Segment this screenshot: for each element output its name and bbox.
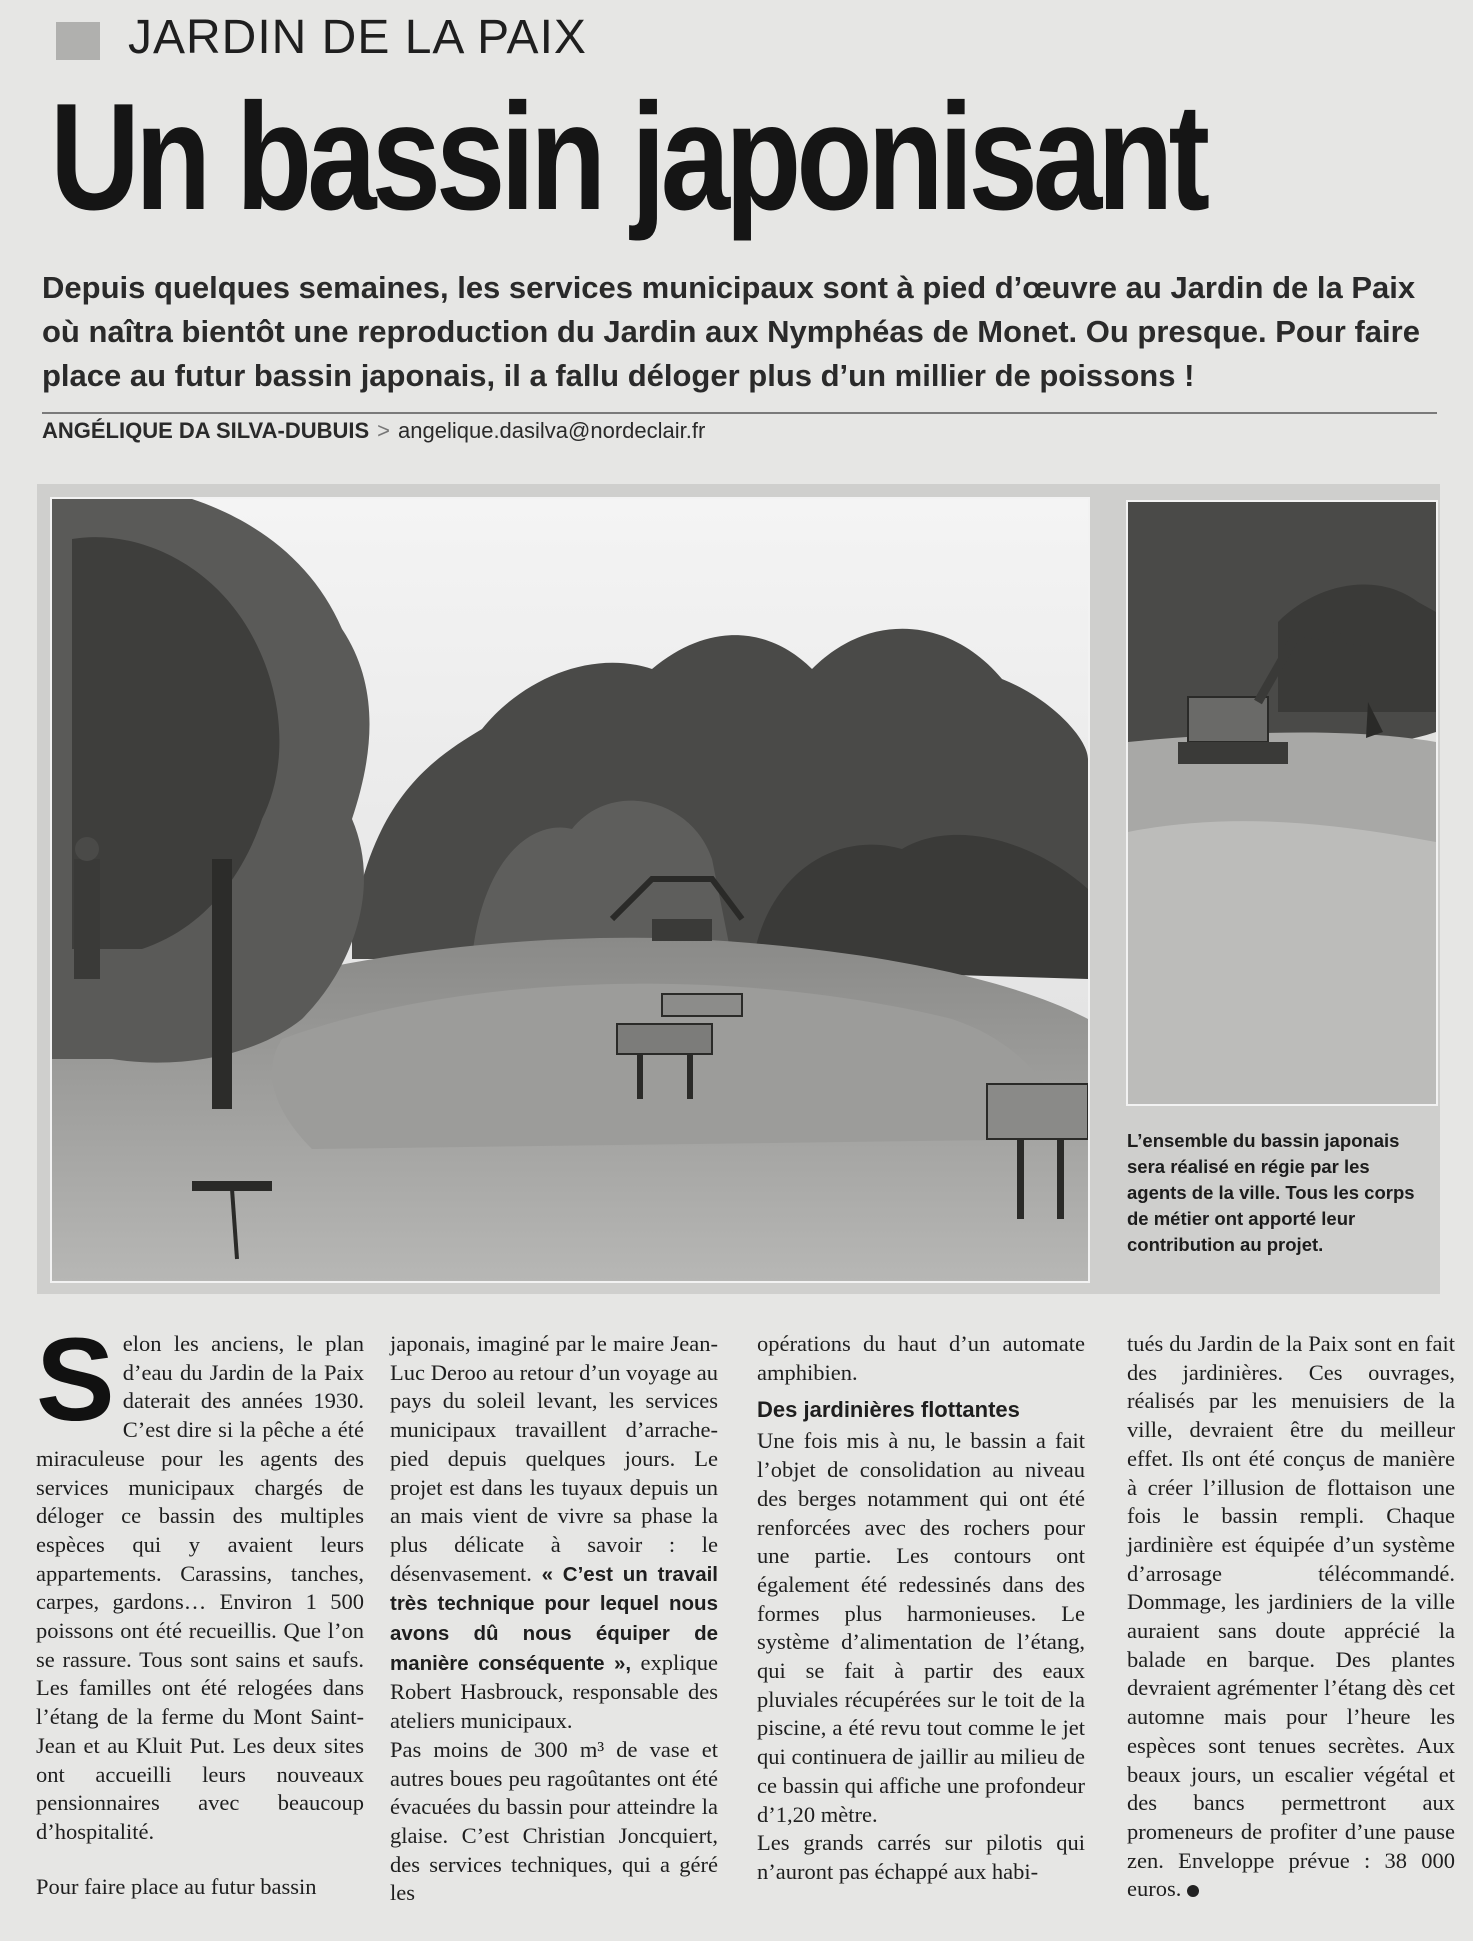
lede-paragraph: Depuis quelques semaines, les services municipaux sont à pied d’œuvre au Jardin de la Paix où naîtra bientôt une reproduction du Jardin aux Nymphéas de Monet. Ou presque. Pour faire place au futur bassin japonais, il a fallu déloger plus d’un millier de poissons ! <box>42 270 1420 393</box>
photo-pond-illustration <box>52 499 1088 1281</box>
chevron-right-icon: > <box>377 418 391 443</box>
body-column-3 <box>757 1330 1085 1887</box>
headline: Un bassin japonisant <box>50 72 1206 242</box>
divider <box>42 412 1437 414</box>
rubric-label: JARDIN DE LA PAIX <box>128 11 587 64</box>
paragraph-text: elon les anciens, le plan d’eau du Jardin de la Paix daterait des années 1930. C’est dire si la pêche a été miraculeuse pour les agents des services municipaux chargés de déloger ce bassin des multiples espèces qui y avaient leurs appartements. Carassins, tanches, carpes, gardons… Environ 1 500 poissons ont été recueillis. Que l’on se rassure. Tous sont sains et saufs. Les familles ont été relogées dans l’étang de la ferme du Mont Saint-Jean et au Kluit Put. Les deux sites ont accueilli leurs nouveaux pensionnaires avec beaucoup d’hospitalité. <box>36 1331 364 1844</box>
body-column-4 <box>1127 1330 1455 1904</box>
body-paragraph <box>390 1330 718 1736</box>
end-bullet-icon <box>1187 1885 1199 1897</box>
byline <box>42 418 705 444</box>
pull-quote: « C’est un travail très technique pour lequel nous avons dû nous équiper de manière conséquente », <box>390 1562 719 1675</box>
dropcap: S <box>36 1314 115 1446</box>
paragraph-text: tués du Jardin de la Paix sont en fait des jardinières. Ces ouvrages, réalisés par les menuisiers de la ville, devraient être du meilleur effet. Ils ont été conçus de manière à créer l’illusion de flottaison une fois le bassin rempli. Chaque jardinière est équipée d’un système d’arrosage télécommandé. Dommage, les jardiniers de la ville auraient sans doute apprécié la balade en barque. Des plantes devraient agrémenter l’étang dès cet automne mais pour l’heure les espèces sont tenues secrètes. Aux beaux jours, un escalier végétal et des bancs permettront aux promeneurs de profiter d’une pause zen. Enveloppe prévue : 38 000 euros. <box>1127 1331 1455 1902</box>
body-paragraph: Pas moins de 300 m³ de vase et autres boues peu ragoûtantes ont été évacuées du bassin pour atteindre la glaise. C’est Christian Joncquiert, des services techniques, qui a géré les <box>390 1736 718 1906</box>
body-paragraph <box>1127 1330 1455 1904</box>
body-column-2 <box>390 1330 718 1908</box>
body-paragraph: Les grands carrés sur pilotis qui n’auront pas échappé aux habi- <box>757 1830 1085 1884</box>
author-name: ANGÉLIQUE DA SILVA-DUBUIS <box>42 418 370 443</box>
photo-excavator <box>1126 500 1438 1106</box>
photo-excavator-illustration <box>1128 502 1436 1104</box>
body-column-1 <box>36 1314 364 1901</box>
body-paragraph <box>36 1314 364 1847</box>
rubric-marker <box>56 22 100 60</box>
body-paragraph: Pour faire place au futur bassin <box>36 1873 317 1899</box>
photo-pond-works <box>50 497 1090 1283</box>
paragraph-text: explique Robert Hasbrouck, responsable des ateliers municipaux. <box>390 1649 719 1734</box>
author-email[interactable]: angelique.dasilva@nordeclair.fr <box>398 418 706 443</box>
photo-caption: L’ensemble du bassin japonais sera réalisé en régie par les agents de la ville. Tous les corps de métier ont apporté leur contribution au projet. <box>1127 1130 1415 1255</box>
paragraph-text: japonais, imaginé par le maire Jean-Luc Deroo au retour d’un voyage au pays du soleil levant, les services municipaux travaillent d’arrache-pied depuis quelques jours. Le projet est dans les tuyaux depuis un an mais vient de vivre sa phase la plus délicate à savoir : le désenvasement. <box>390 1331 718 1586</box>
body-paragraph: opérations du haut d’un automate amphibien. <box>757 1331 1085 1385</box>
body-paragraph: Une fois mis à nu, le bassin a fait l’objet de consolidation au niveau des berges notamment qui ont été renforcées avec des rochers pour une partie. Les contours ont également été redessinés dans des formes plus harmonieuses. Le système d’alimentation de l’étang, qui se fait à partir des eaux pluviales récupérées sur le toit de la piscine, a été revu tout comme le jet qui continuera de jaillir au milieu de ce bassin qui affiche une profondeur d’1,20 mètre. <box>757 1428 1085 1827</box>
subheading: Des jardinières flottantes <box>757 1397 1020 1423</box>
